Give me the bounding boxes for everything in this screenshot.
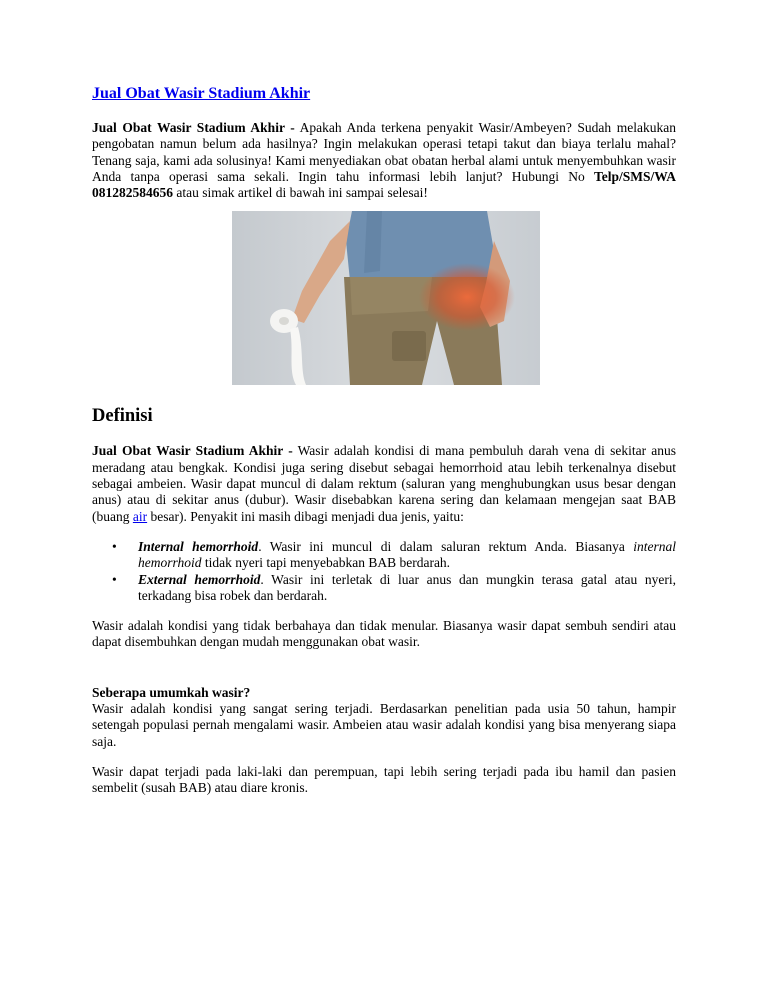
intro-lead: Jual Obat Wasir Stadium Akhir - xyxy=(92,120,295,135)
common-paragraph: Wasir adalah kondisi yang sangat sering terjadi. Berdasarkan penelitian pada usia 50 tahun, hampir setengah populasi pernah mengalami wasir. Ambeien atau wasir adalah kondisi yang bisa menyerang siapa saja. xyxy=(92,701,676,749)
type-name: Internal hemorrhoid xyxy=(138,538,259,554)
gender-paragraph: Wasir dapat terjadi pada laki-laki dan perempuan, tapi lebih sering terjadi pada ibu hamil dan pasien sembelit (susah BAB) atau diare kronis. xyxy=(92,763,676,796)
summary-paragraph: Wasir adalah kondisi yang tidak berbahaya dan tidak menular. Biasanya wasir dapat sembuh sendiri atau dapat disembuhkan dengan mudah menggunakan obat wasir. xyxy=(92,618,676,650)
list-item xyxy=(92,539,676,572)
hemorrhoid-types-list xyxy=(92,539,676,604)
type-italic: internal hemorrhoid xyxy=(138,538,676,571)
definition-lead: Jual Obat Wasir Stadium Akhir - xyxy=(92,443,293,459)
type-name: External hemorrhoid xyxy=(138,571,261,587)
type-text-1: . Wasir ini muncul di dalam saluran rektum Anda. Biasanya xyxy=(258,538,634,554)
bullet-icon: • xyxy=(112,571,117,587)
intro-text-2: atau simak artikel di bawah ini sampai selesai! xyxy=(173,185,428,201)
list-item xyxy=(92,572,676,605)
air-link[interactable]: air xyxy=(132,508,148,524)
intro-contact: Telp/SMS/WA 081282584656 xyxy=(92,168,676,201)
definition-paragraph xyxy=(92,443,676,524)
definition-text-1: Wasir adalah kondisi di mana pembuluh darah vena di sekitar anus meradang atau bengkak. Kondisi juga sering disebut sebagai hemorrhoid atau lebih terkenalnya disebut sebagai ambeien. Wasir dapat muncul di dalam rektum (saluran yang menghubungkan usus besar dengan anus) atau di sekitar anus (dubur). Wasir disebabkan karena sering dan kelamaan mengejan saat BAB (buang xyxy=(92,443,676,524)
hemorrhoid-photo xyxy=(232,211,540,385)
title-link[interactable]: Jual Obat Wasir Stadium Akhir xyxy=(92,85,311,102)
intro-text-1: Apakah Anda terkena penyakit Wasir/Ambeyen? Sudah melakukan pengobatan namun belum ada hasilnya? Ingin melakukan operasi tetapi takut dan biaya terlalu mahal? Tenang saja, kami ada solusinya! Kami menyediakan obat obatan herbal alami untuk menyembuhkan wasir Anda tanpa operasi sama sekali. Ingin tahu informasi lebih lanjut? Hubungi No xyxy=(92,120,676,184)
photo-illustration xyxy=(232,211,540,385)
type-text-1: . Wasir ini terletak di luar anus dan mungkin terasa gatal atau nyeri, terkadang bisa robek dan berdarah. xyxy=(138,571,676,603)
subheading-common: Seberapa umumkah wasir? xyxy=(92,684,251,700)
document-page xyxy=(92,84,676,797)
bullet-icon: • xyxy=(112,538,117,554)
definition-text-2: besar). Penyakit ini masih dibagi menjadi dua jenis, yaitu: xyxy=(147,508,464,524)
type-text-2: tidak nyeri tapi menyebabkan BAB berdarah. xyxy=(201,555,451,571)
section-heading-definisi: Definisi xyxy=(92,406,153,427)
intro-paragraph xyxy=(92,120,676,201)
